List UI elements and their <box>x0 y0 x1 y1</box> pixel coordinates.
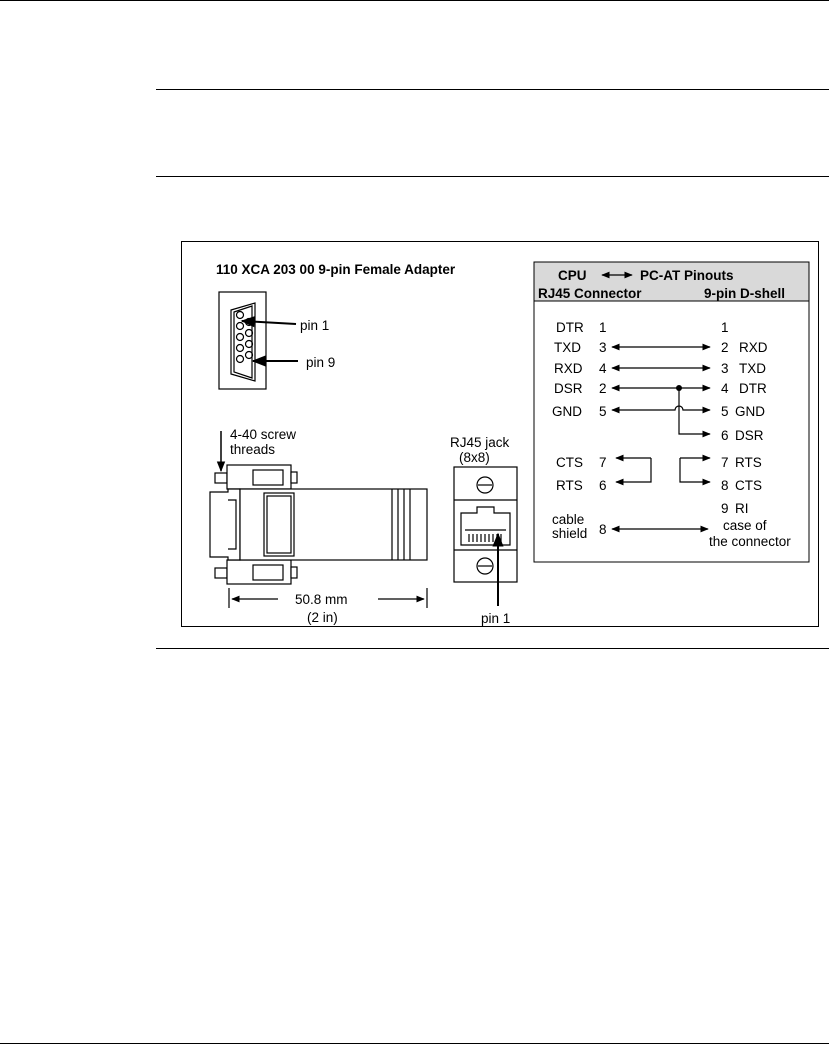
row-right-pin: 2 <box>721 340 729 355</box>
row-left-name: DSR <box>554 381 583 396</box>
row-right-pin: 3 <box>721 361 729 376</box>
jack-label-line2: (8x8) <box>459 450 490 465</box>
junction-dot <box>676 385 682 391</box>
row-left-name: TXD <box>554 340 581 355</box>
shield-target-line1: case of <box>723 518 767 533</box>
row-left-name: GND <box>552 404 582 419</box>
row-left-name: RTS <box>556 478 583 493</box>
adapter-side-view <box>210 465 427 584</box>
shield-pin: 8 <box>599 522 607 537</box>
pin1-label: pin 1 <box>300 318 330 333</box>
shield-target-line2: the connector <box>709 534 791 549</box>
row-right-name: DSR <box>735 428 764 443</box>
row-right-name: CTS <box>735 478 762 493</box>
adapter-figure <box>181 241 819 627</box>
col-left-header: RJ45 Connector <box>538 286 642 301</box>
row-right-name: RI <box>735 501 749 516</box>
row-right-name: TXD <box>739 361 766 376</box>
row-right-pin: 6 <box>721 428 729 443</box>
row-right-name: RTS <box>735 455 762 470</box>
screw-label-line2: threads <box>230 442 276 457</box>
row-left-name: RXD <box>554 361 583 376</box>
row-right-pin: 8 <box>721 478 729 493</box>
row-left-pin: 4 <box>599 361 607 376</box>
row-left-name: DTR <box>556 320 584 335</box>
shield-label-line1: cable <box>552 512 585 527</box>
dimension-in: (2 in) <box>307 610 338 625</box>
row-left-pin: 5 <box>599 404 607 419</box>
row-right-name: DTR <box>739 381 767 396</box>
row-right-name: RXD <box>739 340 768 355</box>
row-right-pin: 4 <box>721 381 729 396</box>
row-left-pin: 3 <box>599 340 607 355</box>
db9-face <box>219 292 266 389</box>
row-right-pin: 1 <box>721 320 729 335</box>
jack-pin-label: pin 1 <box>481 611 511 626</box>
page-top-rule <box>0 0 829 1</box>
figure-drawing <box>182 242 820 628</box>
row-left-pin: 7 <box>599 455 607 470</box>
shield-label-line2: shield <box>552 526 588 541</box>
jack-label-line1: RJ45 jack <box>450 435 510 450</box>
adapter-title: 110 XCA 203 00 9-pin Female Adapter <box>216 262 456 277</box>
rj45-jack <box>454 467 517 582</box>
section-rule-1 <box>156 89 829 90</box>
col-right-header: 9-pin D-shell <box>704 286 786 301</box>
section-rule-3 <box>156 648 829 649</box>
row-left-pin: 1 <box>599 320 607 335</box>
section-rule-2 <box>156 176 829 177</box>
row-left-pin: 2 <box>599 381 607 396</box>
row-right-name: GND <box>735 404 765 419</box>
row-left-pin: 6 <box>599 478 607 493</box>
table-title-left: CPU <box>558 268 587 283</box>
screw-label-line1: 4-40 screw <box>230 427 297 442</box>
row-right-pin: 5 <box>721 404 729 419</box>
dimension-mm: 50.8 mm <box>295 592 348 607</box>
table-title-right: PC-AT Pinouts <box>640 268 734 283</box>
row-left-name: CTS <box>556 455 583 470</box>
pin9-label: pin 9 <box>306 355 336 370</box>
row-right-pin: 9 <box>721 501 729 516</box>
row-right-pin: 7 <box>721 455 729 470</box>
